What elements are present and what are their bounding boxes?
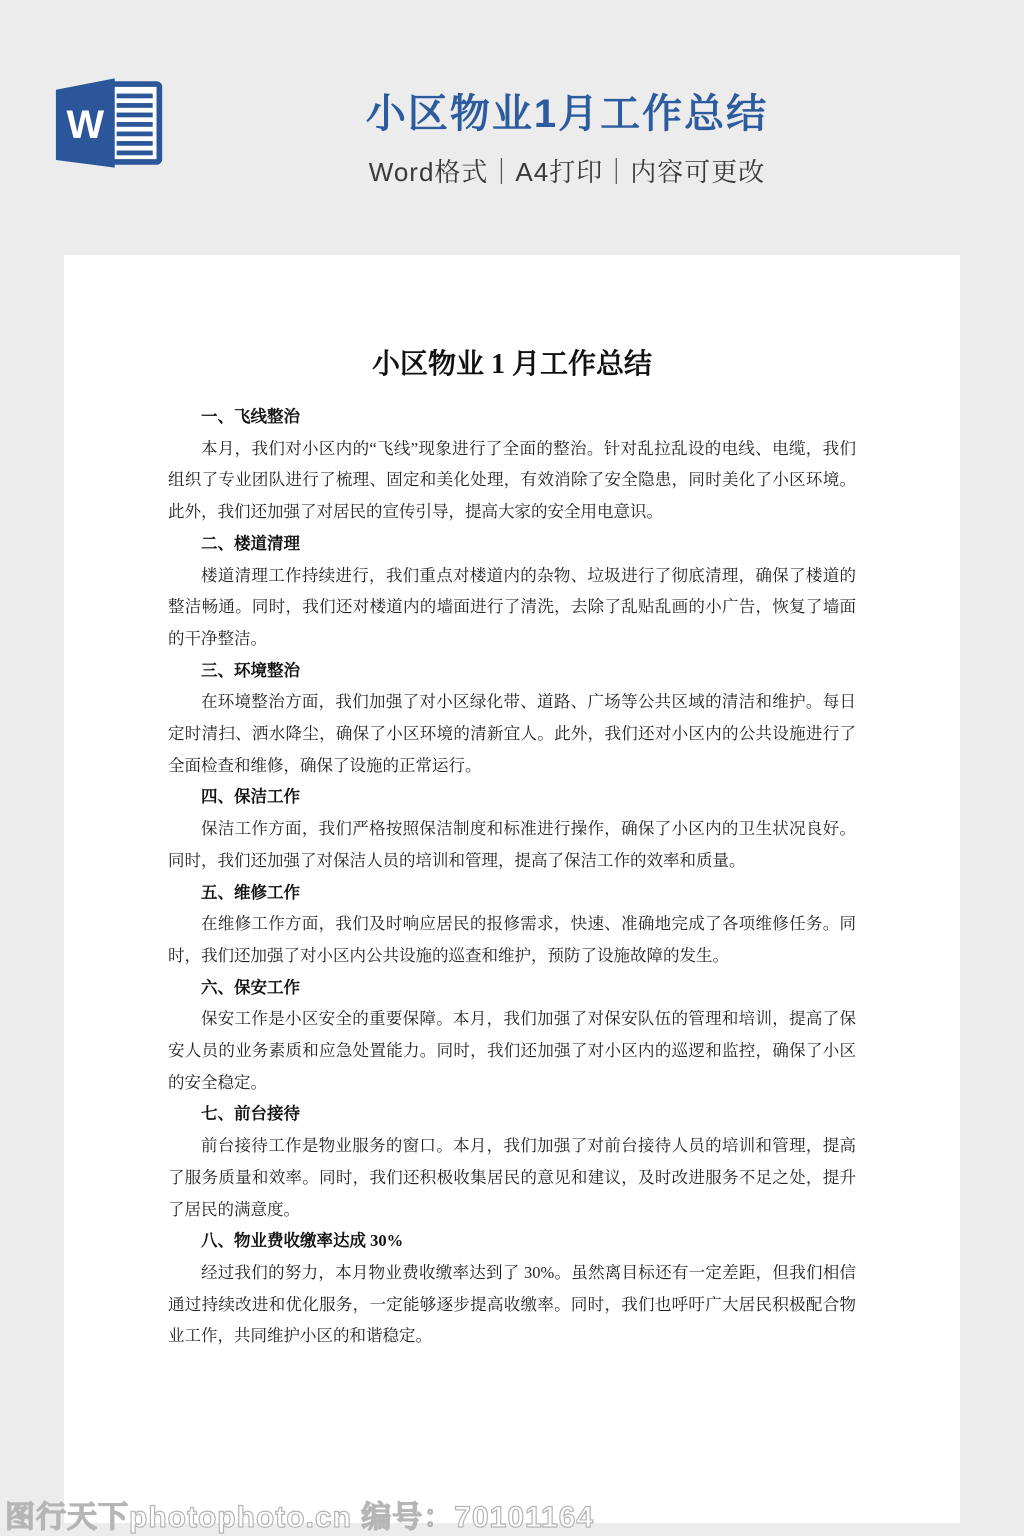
section-heading: 二、楼道清理 — [201, 533, 300, 553]
template-title: 小区物业1月工作总结 — [365, 92, 769, 136]
section-body: 在环境整治方面，我们加强了对小区绿化带、道路、广场等公共区域的清洁和维护。每日定时清扫、洒水降尘，确保了小区环境的清新宜人。此外，我们还对小区内的公共设施进行了全面检查和维修，确保了设施的正常运行。 — [168, 692, 856, 775]
site-watermark: 图行天下photophoto.cn 编号：70101164 — [5, 1501, 595, 1534]
template-subtitle: Word格式｜A4打印｜内容可更改 — [368, 157, 766, 187]
section-body: 在维修工作方面，我们及时响应居民的报修需求，快速、准确地完成了各项维修任务。同时，我们还加强了对小区内公共设施的巡查和维护，预防了设施故障的发生。 — [168, 914, 856, 965]
header — [0, 0, 1024, 255]
section-heading: 四、保洁工作 — [201, 787, 300, 807]
section-heading: 七、前台接待 — [201, 1104, 300, 1124]
section-heading: 六、保安工作 — [201, 977, 300, 997]
section-body: 经过我们的努力，本月物业费收缴率达到了 30%。虽然离目标还有一定差距，但我们相信通过持续改进和优化服务，一定能够逐步提高收缴率。同时，我们也呼吁广大居民积极配合物业工作，共同维护小区的和谐稳定。 — [168, 1262, 856, 1346]
section-body: 保安工作是小区安全的重要保障。本月，我们加强了对保安队伍的管理和培训，提高了保安人员的业务素质和应急处置能力。同时，我们还加强了对小区内的巡逻和监控，确保了小区的安全稳定。 — [168, 1009, 856, 1092]
header-text — [110, 92, 1024, 189]
section-heading: 八、物业费收缴率达成 30% — [201, 1231, 404, 1251]
document-title: 小区物业 1 月工作总结 — [371, 349, 652, 380]
section-body: 楼道清理工作持续进行，我们重点对楼道内的杂物、垃圾进行了彻底清理，确保了楼道的整洁畅通。同时，我们还对楼道内的墙面进行了清洗，去除了乱贴乱画的小广告，恢复了墙面的干净整洁。 — [168, 565, 856, 648]
section-body: 保洁工作方面，我们严格按照保洁制度和标准进行操作，确保了小区内的卫生状况良好。同时，我们还加强了对保洁人员的培训和管理，提高了保洁工作的效率和质量。 — [168, 819, 856, 870]
section-heading: 一、飞线整治 — [201, 407, 300, 426]
document-content — [64, 255, 960, 1352]
document-page — [64, 255, 960, 1523]
section-body: 本月，我们对小区内的“飞线”现象进行了全面的整治。针对乱拉乱设的电线、电缆，我们组织了专业团队进行了梳理、固定和美化处理，有效消除了安全隐患，同时美化了小区环境。此外，我们还加强了对居民的宣传引导，提高大家的安全用电意识。 — [168, 438, 856, 522]
section-heading: 五、维修工作 — [201, 882, 300, 902]
section-heading: 三、环境整治 — [201, 660, 300, 680]
section-body: 前台接待工作是物业服务的窗口。本月，我们加强了对前台接待人员的培训和管理，提高了服务质量和效率。同时，我们还积极收集居民的意见和建议，及时改进服务不足之处，提升了居民的满意度。 — [168, 1136, 856, 1219]
word-logo-letter: W — [66, 103, 105, 148]
